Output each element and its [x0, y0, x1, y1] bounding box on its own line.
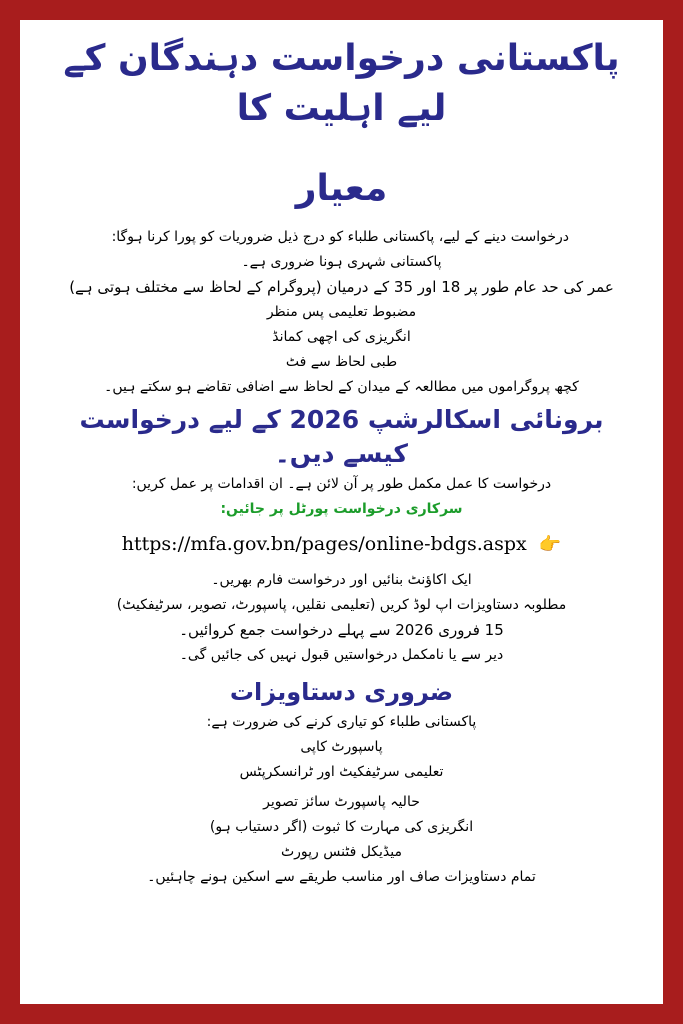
pointing-hand-icon: 👉	[538, 534, 562, 555]
eligibility-item: مضبوط تعلیمی پس منظر	[266, 304, 417, 320]
apply-step: 15 فروری 2026 سے پہلے درخواست جمع کروائیں۔	[179, 621, 504, 639]
documents-section	[44, 710, 639, 889]
documents-intro: پاکستانی طلباء کو تیاری کرنے کی ضرورت ہے:	[206, 714, 477, 730]
document-item: انگریزی کی مہارت کا ثبوت (اگر دستیاب ہو)	[209, 819, 474, 835]
portal-url-link[interactable]: https://mfa.gov.bn/pages/online-bdgs.aspx	[121, 533, 527, 555]
documents-note: تمام دستاویزات صاف اور مناسب طریقے سے اسکین ہونے چاہئیں۔	[147, 869, 536, 885]
eligibility-item: عمر کی حد عام طور پر 18 اور 35 کے درمیان (پروگرام کے لحاظ سے مختلف ہوتی ہے)	[69, 278, 614, 296]
page-title	[44, 34, 639, 214]
eligibility-intro: درخواست دینے کے لیے، پاکستانی طلباء کو درج ذیل ضروریات کو پورا کرنا ہوگا:	[111, 229, 569, 245]
eligibility-item: پاکستانی شہری ہونا ضروری ہے۔	[241, 254, 442, 270]
apply-heading: برونائی اسکالرشپ 2026 کے لیے درخواست کیسے دیں۔	[79, 405, 604, 468]
title-line-2: معیار	[295, 168, 388, 209]
apply-step: دیر سے یا نامکمل درخواستیں قبول نہیں کی جائیں گی۔	[179, 647, 504, 663]
document-item: میڈیکل فٹنس رپورٹ	[280, 844, 403, 860]
document-item: تعلیمی سرٹیفکیٹ اور ٹرانسکرپٹس	[239, 764, 444, 780]
documents-heading: ضروری دستاویزات	[229, 678, 454, 706]
eligibility-item: انگریزی کی اچھی کمانڈ	[272, 329, 411, 345]
document-page	[20, 20, 663, 1004]
title-line-1: پاکستانی درخواست دہندگان کے لیے اہلیت کا	[63, 38, 620, 129]
apply-step: مطلوبہ دستاویزات اپ لوڈ کریں (تعلیمی نقلیں، پاسپورٹ، تصویر، سرٹیفکیٹ)	[116, 597, 567, 613]
portal-label: سرکاری درخواست پورٹل پر جائیں:	[220, 501, 463, 517]
apply-intro: درخواست کا عمل مکمل طور پر آن لائن ہے۔ ان اقدامات پر عمل کریں:	[131, 476, 552, 492]
apply-step: ایک اکاؤنٹ بنائیں اور درخواست فارم بھریں۔	[211, 572, 472, 588]
apply-section	[44, 472, 639, 667]
eligibility-item: طبی لحاظ سے فٹ	[285, 354, 398, 370]
portal-url-row	[44, 527, 639, 562]
eligibility-section	[44, 225, 639, 399]
document-item: پاسپورٹ کاپی	[300, 739, 383, 755]
document-item: حالیہ پاسپورٹ سائز تصویر	[263, 794, 420, 810]
eligibility-note: کچھ پروگراموں میں مطالعہ کے میدان کے لحاظ سے اضافی تقاضے ہو سکتے ہیں۔	[104, 379, 579, 395]
